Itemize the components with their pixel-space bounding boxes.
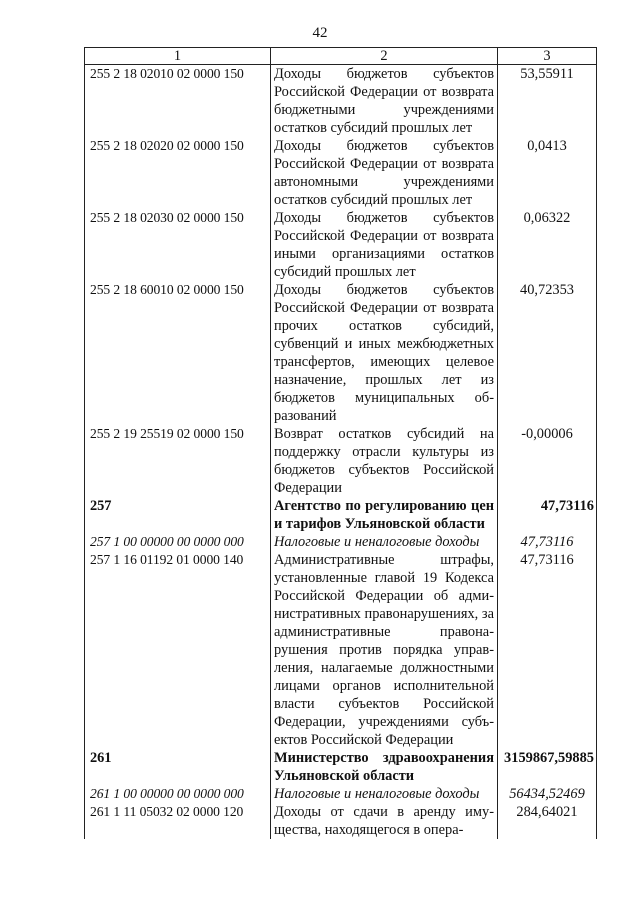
row-amount: 0,06322 [498, 209, 597, 281]
row-code: 255 2 18 02020 02 0000 150 [85, 137, 271, 209]
row-description: Доходы от сдачи в аренду имущества, находящегося в опера- [271, 803, 498, 839]
row-code: 255 2 18 02010 02 0000 150 [85, 65, 271, 138]
row-description: Административные штрафы, установленные главой 19 Кодекса Российской Федерации об административных правонарушениях, за административные правонарушения против порядка управления, налагаемые должностными лицами органов исполнительной власти субъектов Российской Федерации, учреждениями субъектов Российской Федерации [271, 551, 498, 749]
row-description: Возврат остатков субсидий на поддержку отрасли культуры из бюджетов субъектов Российской Федерации [271, 425, 498, 497]
table-row [85, 281, 597, 425]
row-code: 257 [85, 497, 271, 533]
row-code: 255 2 19 25519 02 0000 150 [85, 425, 271, 497]
table-row [85, 497, 597, 533]
row-amount: -0,00006 [498, 425, 597, 497]
row-amount: 47,73116 [498, 533, 597, 551]
column-header-amount: 3 [498, 48, 597, 65]
row-description: Министерство здравоохранения Ульяновской области [271, 749, 498, 785]
table-row [85, 425, 597, 497]
row-amount: 56434,52469 [498, 785, 597, 803]
table-row [85, 749, 597, 785]
row-amount: 0,0413 [498, 137, 597, 209]
row-code: 257 1 00 00000 00 0000 000 [85, 533, 271, 551]
row-description: Агентство по регулированию цен и тарифов Ульяновской области [271, 497, 498, 533]
row-description: Доходы бюджетов субъектов Российской Федерации от возврата иными организациями остатков субсидий прошлых лет [271, 209, 498, 281]
row-description: Доходы бюджетов субъектов Российской Федерации от возврата автономными учреждениями остатков субсидий прошлых лет [271, 137, 498, 209]
row-amount: 47,73116 [498, 551, 597, 749]
table-row [85, 533, 597, 551]
table-row [85, 137, 597, 209]
row-code: 257 1 16 01192 01 0000 140 [85, 551, 271, 749]
row-description: Налоговые и неналоговые доходы [271, 533, 498, 551]
column-header-description: 2 [271, 48, 498, 65]
row-amount: 40,72353 [498, 281, 597, 425]
table-row [85, 803, 597, 839]
table-row [85, 65, 597, 138]
table-row [85, 209, 597, 281]
row-code: 255 2 18 60010 02 0000 150 [85, 281, 271, 425]
page-number: 42 [312, 25, 328, 41]
row-description: Доходы бюджетов субъектов Российской Федерации от возврата бюджетными учреждениями остатков субсидий прошлых лет [271, 65, 498, 138]
column-header-code: 1 [85, 48, 271, 65]
row-code: 255 2 18 02030 02 0000 150 [85, 209, 271, 281]
row-code: 261 [85, 749, 271, 785]
table-header-row [85, 48, 597, 65]
row-amount: 284,64021 [498, 803, 597, 839]
table-row [85, 785, 597, 803]
revenue-table [84, 47, 597, 839]
row-amount: 53,55911 [498, 65, 597, 138]
row-code: 261 1 00 00000 00 0000 000 [85, 785, 271, 803]
row-amount: 3159867,59885 [498, 749, 597, 785]
row-description: Налоговые и неналоговые доходы [271, 785, 498, 803]
row-description: Доходы бюджетов субъектов Российской Федерации от возврата прочих остатков субсидий, субвенций и иных межбюджетных трансфертов, имеющих целевое назначение, прошлых лет из бюджетов муниципальных образований [271, 281, 498, 425]
table-row [85, 551, 597, 749]
row-amount: 47,73116 [498, 497, 597, 533]
row-code: 261 1 11 05032 02 0000 120 [85, 803, 271, 839]
